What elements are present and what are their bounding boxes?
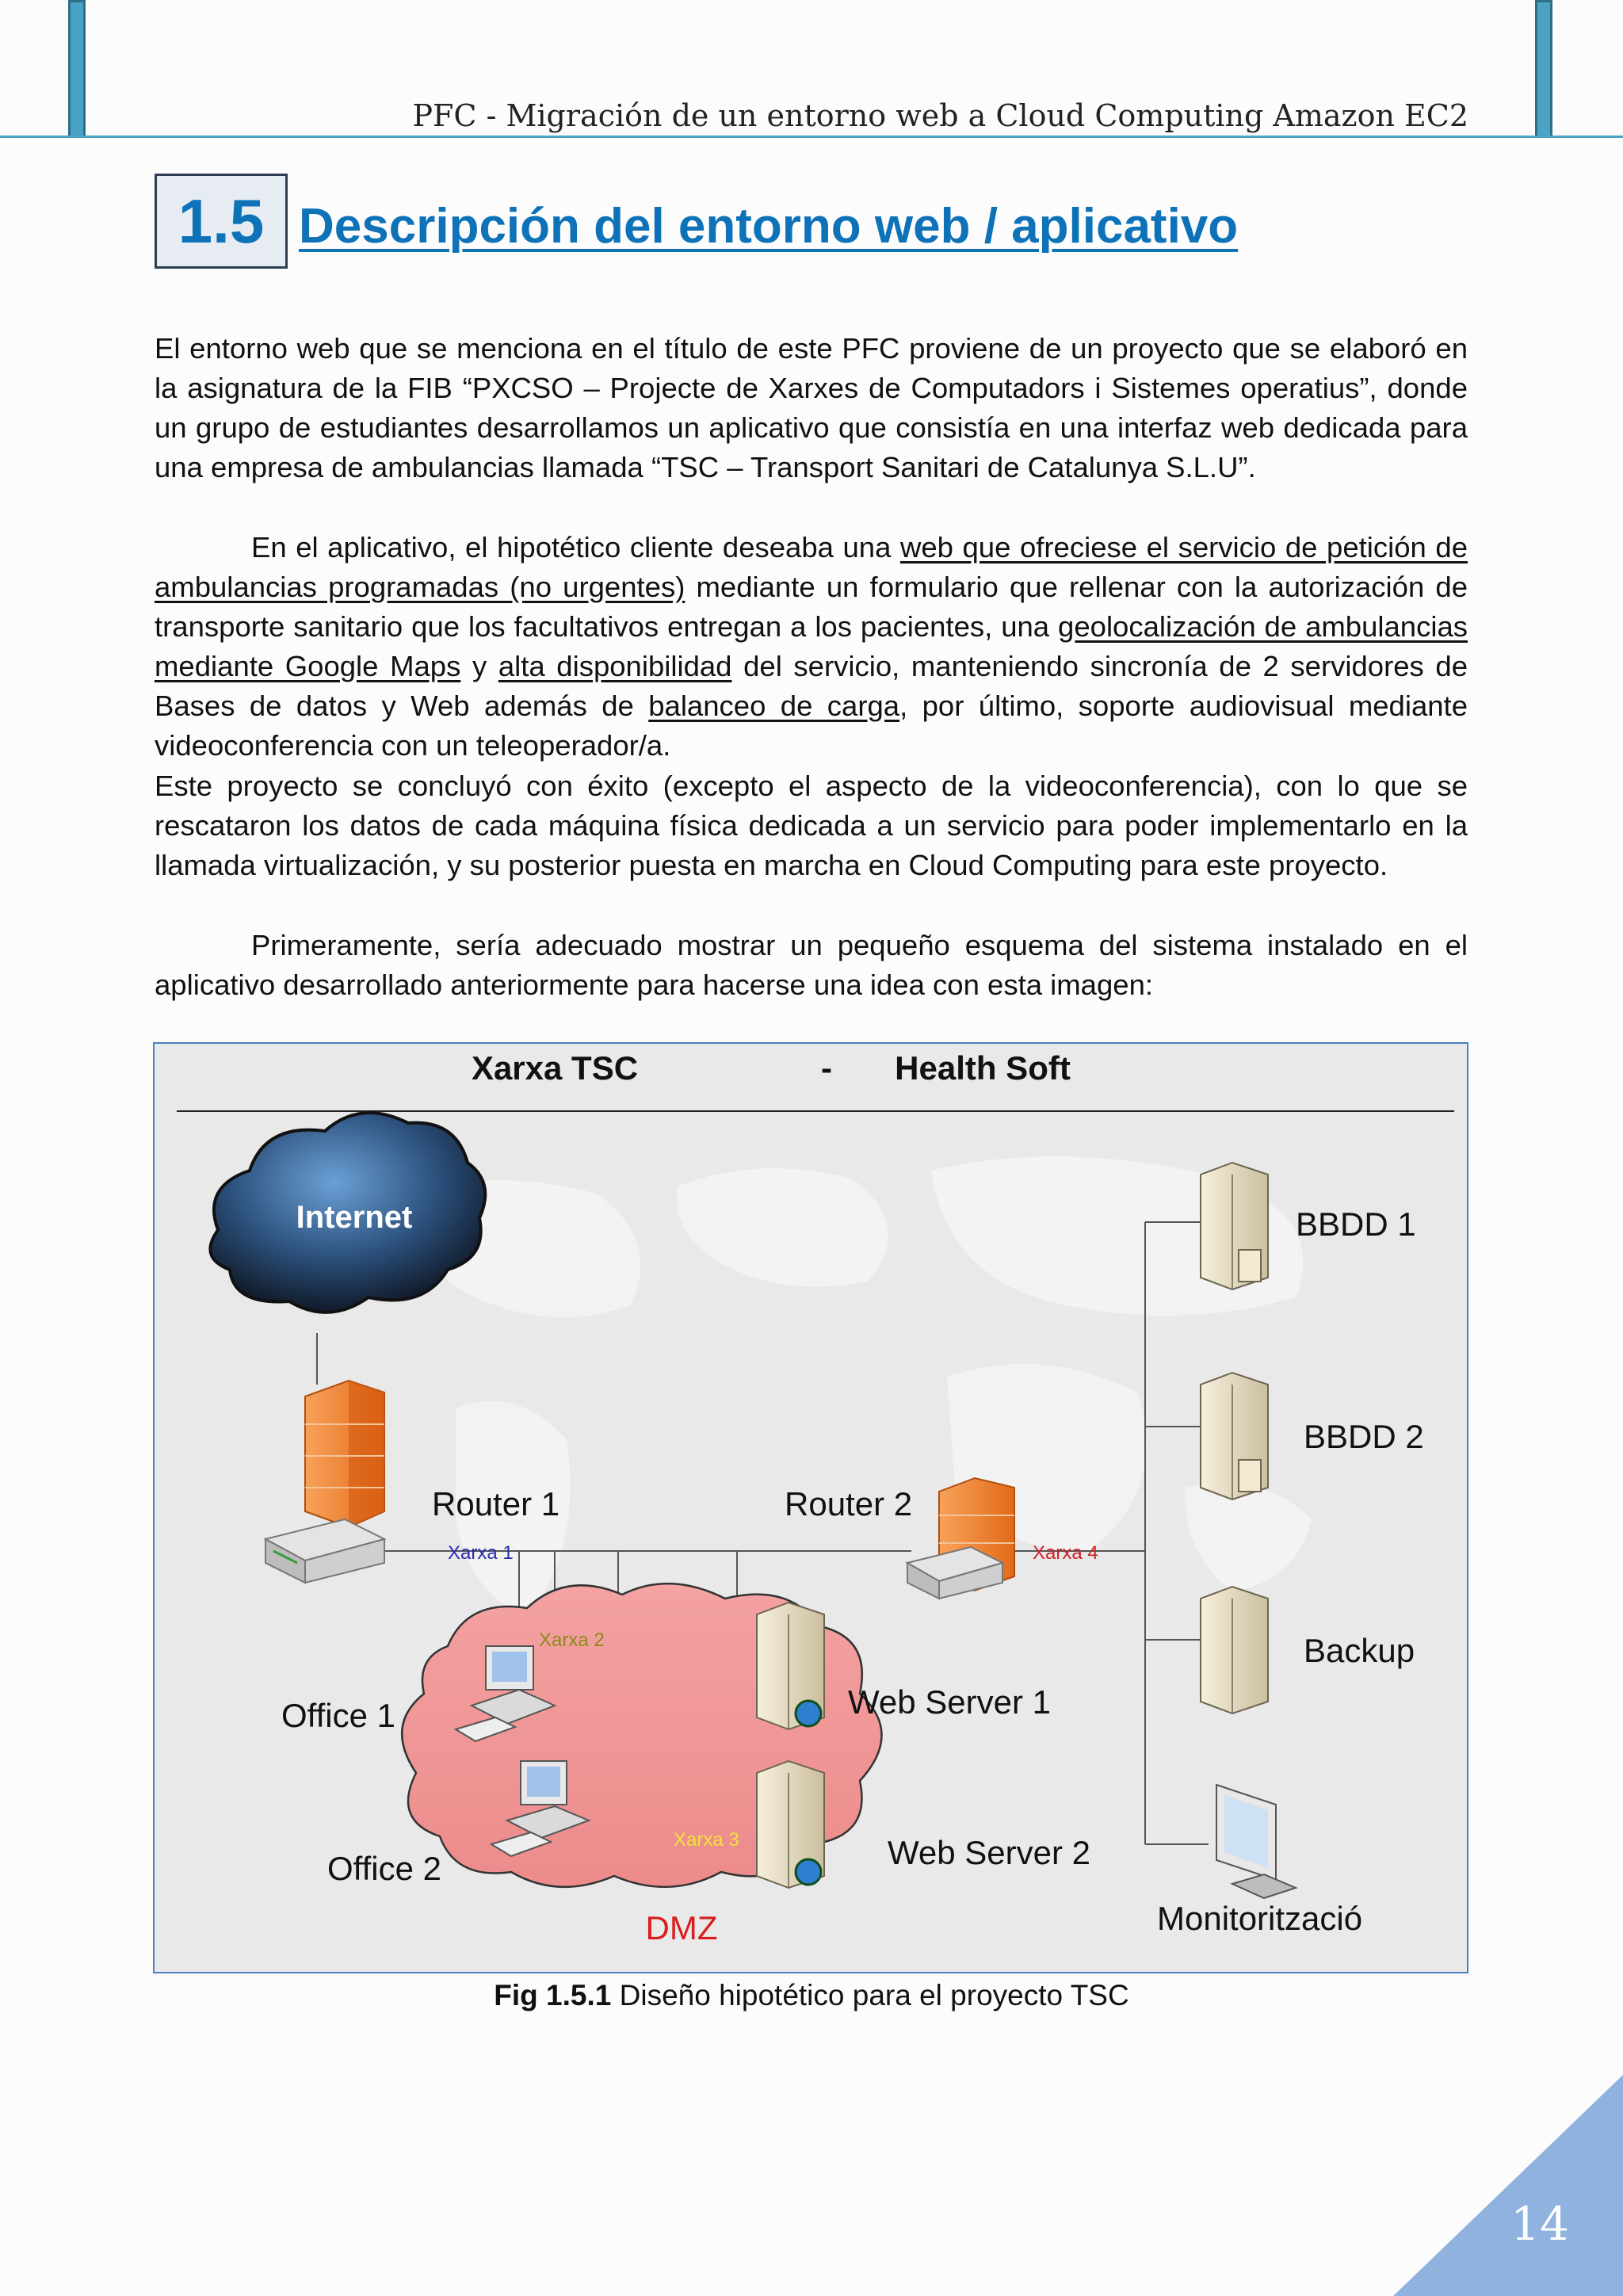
router2-label: Router 2 xyxy=(785,1485,913,1522)
router1-label: Router 1 xyxy=(432,1485,560,1522)
paragraph-1: El entorno web que se menciona en el título de este PFC proviene de un proyecto que se elaboró en la asignatura de la FIB “PXCSO – Projecte de Xarxes de Computadors i Sistemes operatius”, donde un grupo de estudiantes desarrollamos un aplicativo que consistía en una interfaz web dedicada para una empresa de ambulancias llamada “TSC – Transport Sanitari de Catalunya S.L.U”. xyxy=(155,332,1468,483)
office1-label: Office 1 xyxy=(281,1697,395,1734)
running-header: PFC - Migración de un entorno web a Cloud Computing Amazon EC2 xyxy=(412,98,1468,133)
diagram-title-separator: - xyxy=(821,1049,832,1087)
bbdd1-server-icon xyxy=(1201,1163,1268,1289)
paragraph-4: Primeramente, sería adecuado mostrar un pequeño esquema del sistema instalado en el aplicativo desarrollado anteriormente para hacerse una idea con esta imagen: xyxy=(155,929,1468,1001)
underlined-geolocation: geolocalización de ambulancias mediante Google Maps xyxy=(155,610,1468,682)
page-number: 14 xyxy=(1510,2197,1569,2251)
backup-server-icon xyxy=(1201,1587,1268,1713)
caption-text: Diseño hipotético para el proyecto TSC xyxy=(611,1979,1129,2011)
web-server-1-label: Web Server 1 xyxy=(848,1683,1051,1721)
internet-cloud-icon xyxy=(210,1113,485,1312)
internet-label: Internet xyxy=(296,1200,413,1235)
section-number: 1.5 xyxy=(155,174,288,269)
monitor-icon xyxy=(1216,1785,1296,1898)
monitor-label: Monitorització xyxy=(1157,1900,1363,1937)
dmz-label: DMZ xyxy=(645,1909,718,1946)
underlined-high-availability: alta disponibilidad xyxy=(498,650,732,682)
bbdd2-label: BBDD 2 xyxy=(1304,1418,1424,1455)
bbdd2-server-icon xyxy=(1201,1373,1268,1499)
caption-label: Fig 1.5.1 xyxy=(494,1979,612,2011)
page-corner-triangle xyxy=(1393,2075,1623,2296)
underlined-web-service: web que ofreciese el servicio de petición de ambulancias programadas (no urgentes) xyxy=(155,531,1468,603)
backup-label: Backup xyxy=(1304,1632,1415,1669)
figure-caption xyxy=(0,1979,1623,2012)
paragraph-3: Este proyecto se concluyó con éxito (excepto el aspecto de la videoconferencia), con lo que se rescataron los datos de cada máquina física dedicada a un servicio para poder implementarlo en la llamada virtualización, y su posterior puesta en marcha en Cloud Computing para este proyecto. xyxy=(155,770,1468,881)
header-rule xyxy=(0,136,1623,138)
bbdd1-label: BBDD 1 xyxy=(1296,1205,1416,1243)
web-server-1-icon xyxy=(757,1603,824,1729)
xarxa1-label: Xarxa 1 xyxy=(448,1542,514,1564)
office2-label: Office 2 xyxy=(327,1850,441,1887)
diagram-title-left: Xarxa TSC xyxy=(471,1049,639,1087)
section-title: Descripción del entorno web / aplicativo xyxy=(299,199,1239,254)
xarxa4-label: Xarxa 4 xyxy=(1033,1542,1098,1564)
diagram-title-right: Health Soft xyxy=(895,1049,1071,1087)
router1-device-icon xyxy=(265,1519,384,1583)
xarxa2-label: Xarxa 2 xyxy=(539,1629,605,1651)
underlined-load-balancing: balanceo de carga xyxy=(648,690,900,722)
header-left-bar xyxy=(68,0,86,138)
network-diagram xyxy=(153,1042,1468,1973)
web-server-2-icon xyxy=(757,1761,824,1888)
world-map-background xyxy=(392,1156,1312,1614)
web-server-2-label: Web Server 2 xyxy=(888,1834,1090,1871)
paragraph-2: En el aplicativo, el hipotético cliente deseaba una web que ofreciese el servicio de petición de ambulancias programadas (no urgentes) mediante un formulario que rellenar con la autorización de transporte sanitario que los facultativos entregan a los pacientes, una geolocalización de ambulancias mediante Google Maps y alta disponibilidad del servicio, manteniendo sincronía de 2 servidores de Bases de datos y Web además de balanceo de carga, por último, soporte audiovisual mediante videoconferencia con un teleoperador/a. xyxy=(155,531,1468,762)
xarxa3-label: Xarxa 3 xyxy=(674,1829,739,1851)
router1-firewall-icon xyxy=(305,1381,384,1527)
header-right-bar xyxy=(1535,0,1552,138)
